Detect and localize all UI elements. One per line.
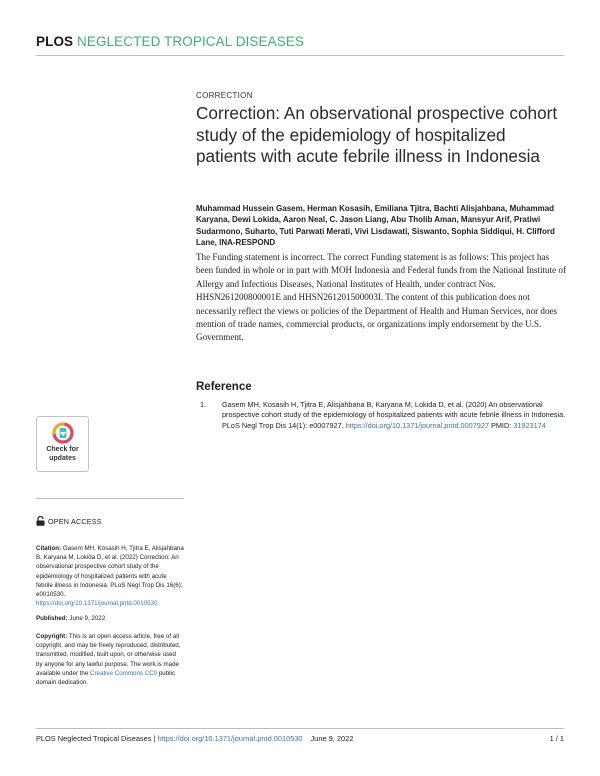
author-list: Muhammad Hussein Gasem, Herman Kosasih, Emiliana Tjitra, Bachti Alisjahbana, Muhammad Karyana, Dewi Lokida, Aaron Neal, C. Jason Liang, Abu Tholib Aman, Mansyur Arif, Pratiwi Sudarmono, Suharto, Tuti Parwati Merati, Vivi Lisdawati, Siswanto, Sophia Siddiqui, H. Clifford Lane, INA-RESPOND: [196, 204, 555, 248]
correction-body: The Funding statement is incorrect. The correct Funding statement is as follows: This project has been funded in whole or in part with MOH Indonesia and Federal funds from the National Institute of Allergy and Infectious Diseases, National Institutes of Health, under contract Nos. HHSN261200800001E and HHSN261201500003I. The content of this publication does not necessarily reflect the views or policies of the Department of Health and Human Services, nor does mention of trade names, commercial products, or organizations imply endorsement by the U.S. Government.: [196, 252, 566, 343]
check-for-updates-badge[interactable]: [36, 416, 89, 472]
reference-citation: Gasem MH, Kosasih H, Tjitra E, Alisjahbana B, Karyana M, Lokida D, et al. (2020) An observational prospective cohort study of the epidemiology of hospitalized patients with acute febrile illness in Indonesia. PLoS Negl Trop Dis 14(1): e0007927.: [222, 400, 566, 430]
journal-name: NEGLECTED TROPICAL DISEASES: [77, 34, 305, 49]
reference-text: [222, 400, 568, 431]
footer-date: June 9, 2022: [310, 734, 354, 743]
page-footer: [36, 734, 564, 743]
published-label: Published:: [36, 615, 68, 622]
header-divider: [36, 55, 564, 56]
citation-doi-link[interactable]: https://doi.org/10.1371/journal.pntd.0010530: [36, 600, 158, 608]
published-block: [36, 614, 184, 623]
footer-separator: |: [153, 734, 156, 743]
copyright-label: Copyright:: [36, 633, 68, 640]
published-date: June 9, 2022: [69, 615, 106, 622]
check-for-updates-icon: [51, 421, 75, 445]
citation-label: Citation:: [36, 545, 62, 552]
open-lock-icon: [36, 516, 45, 526]
reference-doi-link[interactable]: https://doi.org/10.1371/journal.pntd.0007927: [345, 420, 489, 430]
badge-label-line2: updates: [49, 454, 76, 462]
open-access-label: OPEN ACCESS: [48, 516, 102, 526]
sidebar-divider: [36, 498, 184, 499]
references-heading: Reference: [196, 381, 252, 393]
citation-text: Gasem MH, Kosasih H, Tjitra E, Alisjahbana B, Karyana M, Lokida D, et al. (2022) Correction: An observational prospective cohort study of the epidemiology of hospitalized patients with acute febrile illness in Indonesia. PLoS Negl Trop Dis 16(6): e0010530.: [36, 545, 184, 599]
open-access-badge: [36, 516, 102, 526]
cc0-link[interactable]: Creative Commons CC0: [90, 669, 158, 677]
reference-pmid-label: PMID:: [490, 420, 512, 430]
copyright-text: This is an open access article, free of all copyright, and may be freely reproduced, distributed, transmitted, modified, built upon, or otherwise used by anyone for any lawful purpose. The work is made available under the: [36, 633, 181, 677]
footer-journal: PLOS Neglected Tropical Diseases: [36, 734, 152, 743]
reference-list: [196, 400, 568, 431]
badge-label-line1: Check for: [46, 446, 79, 453]
footer-divider: [36, 728, 564, 729]
reference-item: [196, 400, 568, 431]
citation-block: [36, 544, 184, 608]
page-number: 1 / 1: [549, 734, 564, 743]
copyright-tail: public domain dedication.: [36, 669, 175, 687]
plos-brand: PLOS: [36, 34, 74, 49]
copyright-block: [36, 632, 184, 687]
article-type: CORRECTION: [196, 91, 253, 100]
reference-pmid-link[interactable]: 31923174: [513, 420, 546, 430]
journal-header: [36, 34, 304, 49]
reference-number: 1.: [200, 400, 207, 409]
footer-doi-link[interactable]: https://doi.org/10.1371/journal.pntd.0010530: [157, 734, 303, 743]
article-title: Correction: An observational prospective cohort study of the epidemiology of hospitalized patients with acute febrile illness in Indonesia: [196, 103, 558, 166]
